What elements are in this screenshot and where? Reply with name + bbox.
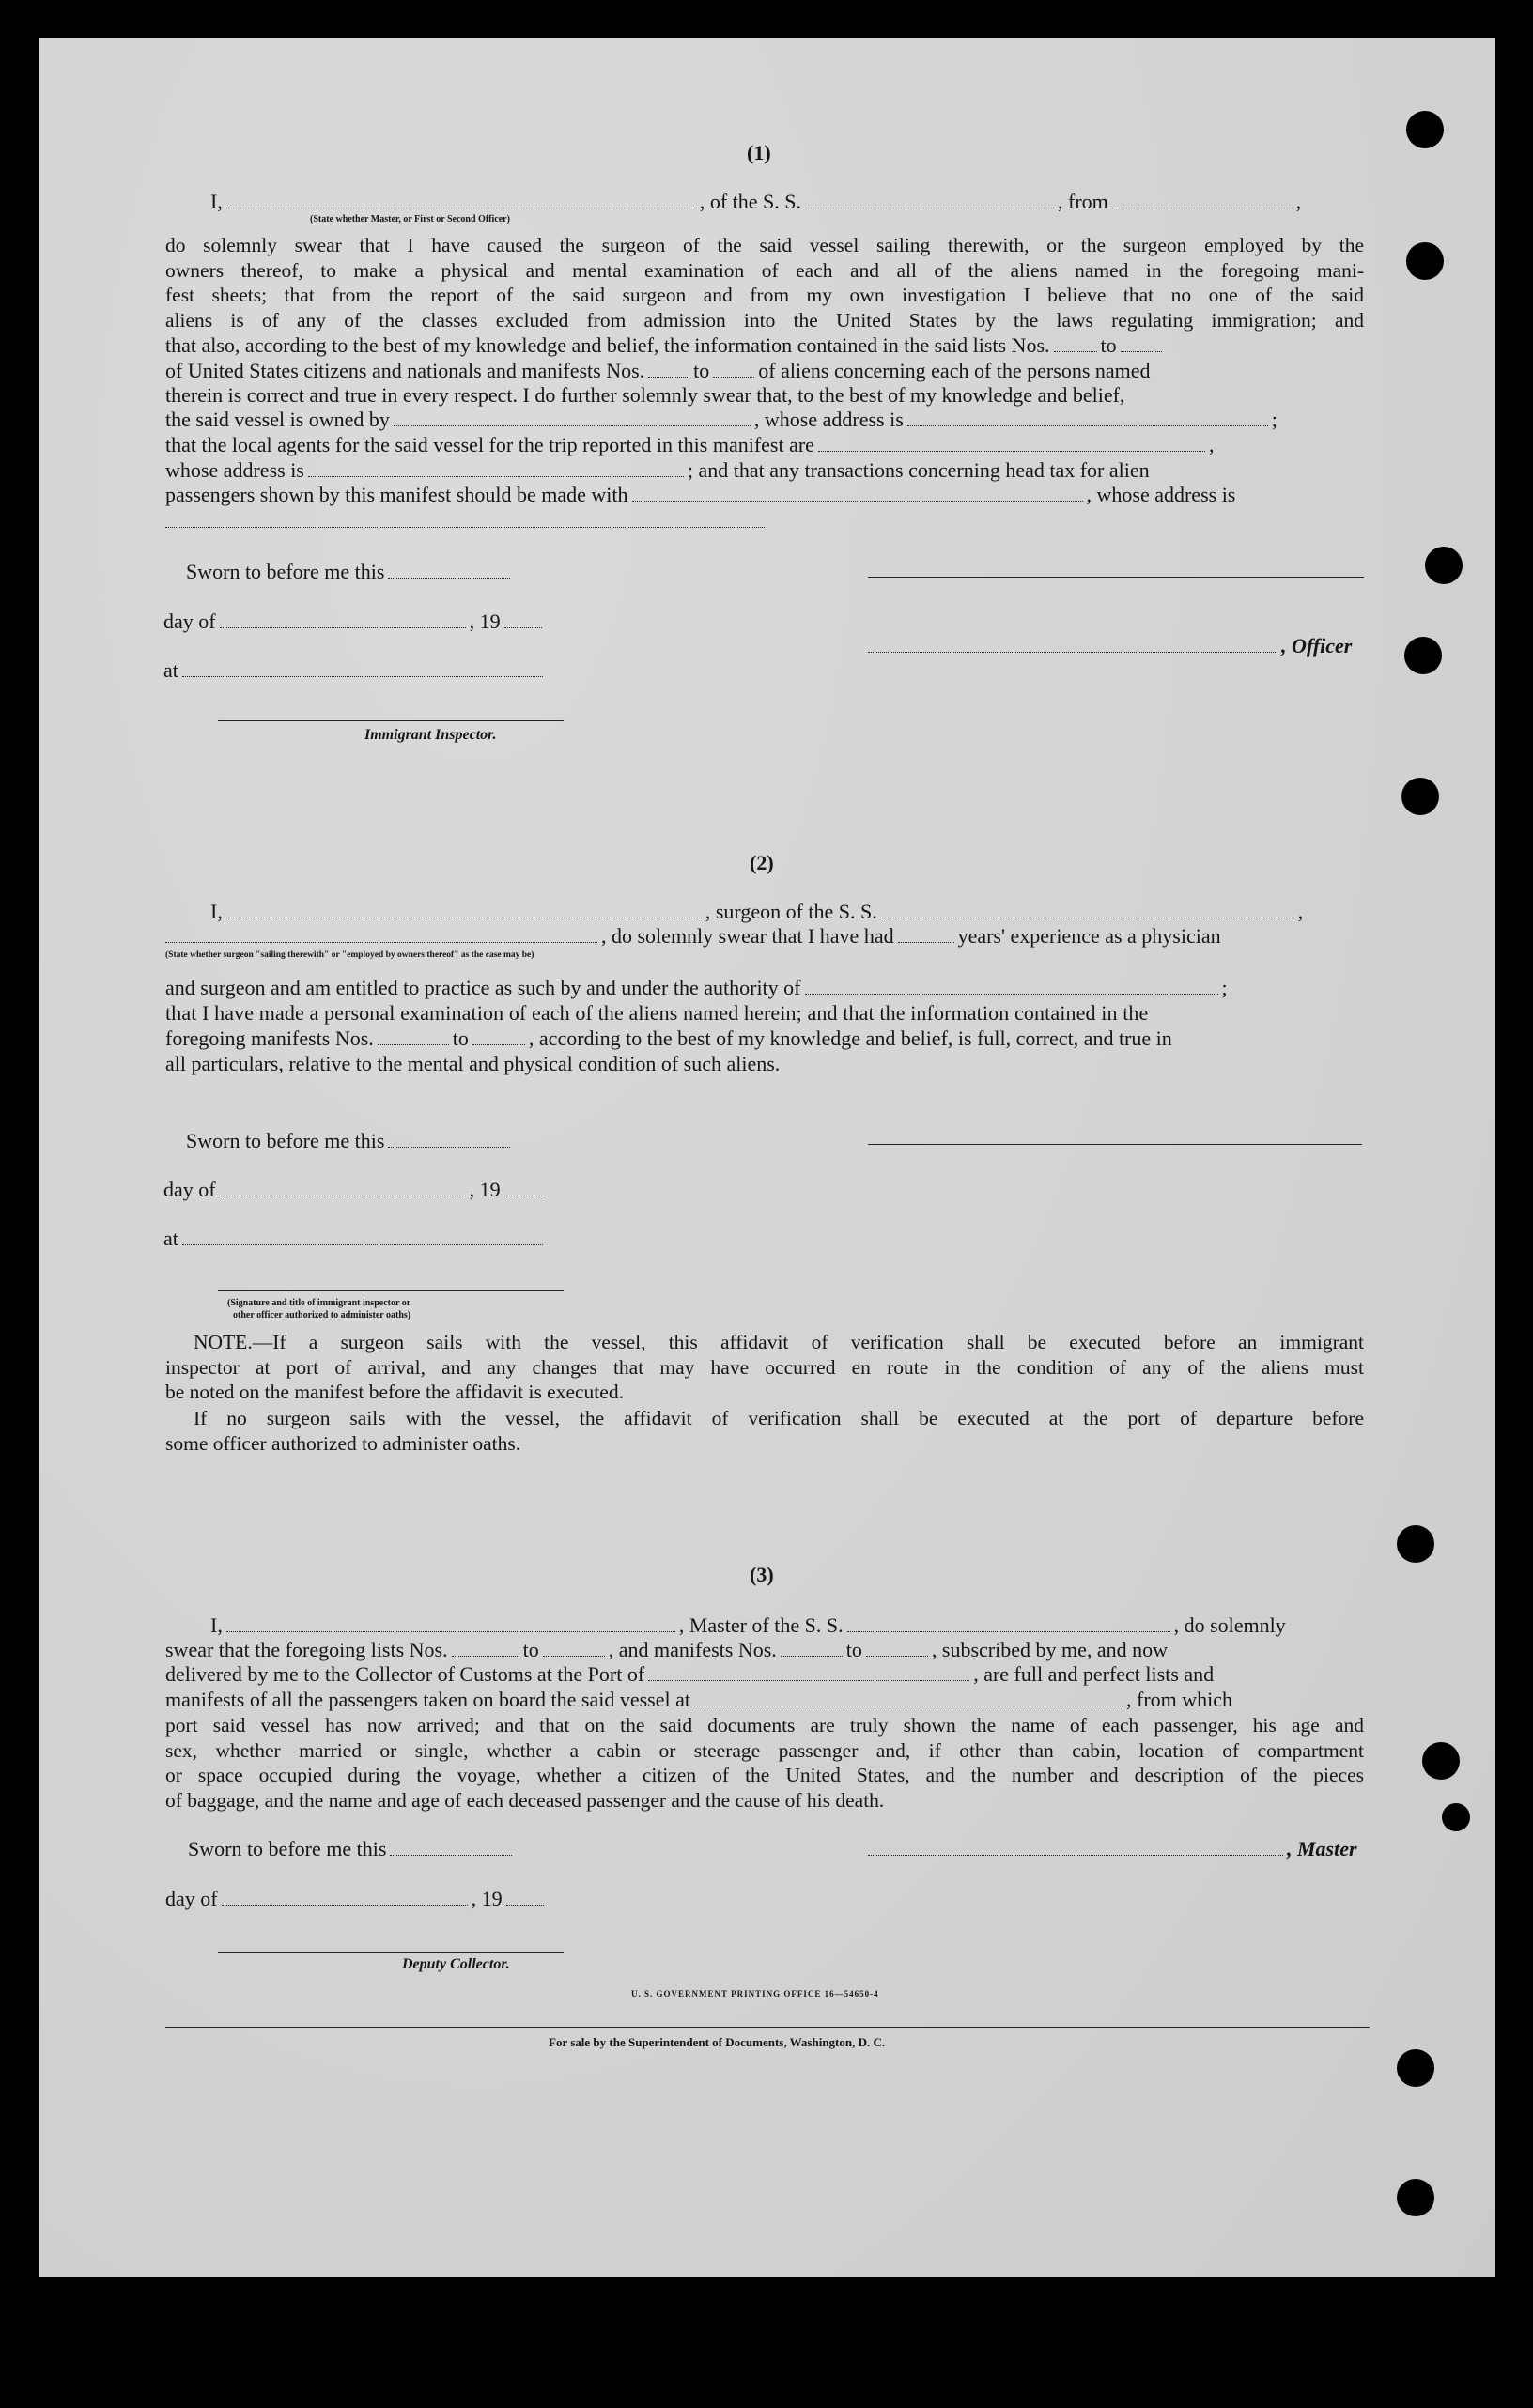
punch-hole — [1442, 1803, 1470, 1831]
lists-from-field[interactable] — [1054, 350, 1097, 352]
year-field[interactable] — [504, 626, 542, 628]
lists-to-field[interactable] — [1121, 350, 1162, 352]
note-2-paragraph: If no surgeon sails with the vessel, the affidavit of verification shall be executed at the port of departure before some officer authorized to administer oaths. — [165, 1407, 1364, 1455]
section-3-manifests-all: manifests of all the passengers taken on board the said vessel at , from which — [165, 1688, 1233, 1711]
section-2-particulars: all particulars, relative to the mental and physical condition of such aliens. — [165, 1052, 781, 1075]
punch-hole — [1397, 2179, 1434, 2216]
bleed-through-text — [225, 94, 236, 126]
deputy-collector-signature-line[interactable] — [218, 1952, 564, 1953]
note-paragraph: NOTE.—If a surgeon sails with the vessel, this affidavit of verification shall be executed before an immigrant inspector at port of arrival, and any changes that may have occurred en route in the condition of any of the aliens must be noted on the manifest before the affidavit is executed. — [165, 1331, 1364, 1404]
punch-hole — [1397, 2049, 1434, 2087]
from-port-field[interactable] — [1112, 207, 1293, 208]
ship-name-field[interactable] — [805, 207, 1054, 208]
surgeon-manifests-to-field[interactable] — [472, 1043, 525, 1045]
section-2-number: (2) — [750, 851, 774, 874]
master3-name-field[interactable] — [226, 1630, 675, 1632]
section-1-that-also: that also, according to the best of my knowledge and belief, the information contained in the said lists Nos. to — [165, 333, 1166, 358]
section-1-agents: that the local agents for the said vessel for the trip reported in this manifest are , — [165, 433, 1215, 456]
punch-hole — [1406, 111, 1444, 148]
section-1-at: at — [163, 658, 547, 683]
master3-lists-to-field[interactable] — [543, 1655, 605, 1657]
owner-field[interactable] — [394, 424, 751, 426]
surgeon-ship-field[interactable] — [881, 917, 1294, 918]
section-2-line1: I, , surgeon of the S. S. , — [210, 900, 1304, 923]
surgeon-day-of-field[interactable] — [220, 1195, 466, 1196]
officer-field[interactable] — [868, 651, 1278, 653]
manifests-from-field[interactable] — [648, 376, 689, 378]
head-tax-address-field[interactable] — [165, 526, 765, 528]
punch-hole — [1401, 778, 1439, 815]
for-sale-notice: For sale by the Superintendent of Documents, Washington, D. C. — [549, 2035, 886, 2049]
section-1-number: (1) — [747, 141, 771, 164]
agents-address-field[interactable] — [308, 475, 684, 477]
manifests-to-field[interactable] — [713, 376, 754, 378]
authority-field[interactable] — [805, 993, 1218, 995]
surgeon-at-field[interactable] — [182, 1243, 543, 1245]
master3-year-field[interactable] — [506, 1904, 544, 1906]
section-1-passengers: passengers shown by this manifest should be made with , whose address is — [165, 483, 1236, 506]
punch-hole — [1422, 1742, 1460, 1780]
surgeon-type-hint: (State whether surgeon "sailing therewith" or "employed by owners thereof" as the case may be) — [165, 950, 534, 960]
section-2-day-of: day of , 19 — [163, 1178, 546, 1202]
surgeon-manifests-from-field[interactable] — [378, 1043, 449, 1045]
section-1-officer: , Officer — [868, 634, 1352, 658]
section-1-therein: therein is correct and true in every respect. I do further solemnly swear that, to the best of my knowledge and belief, — [165, 383, 1125, 407]
officer-hint: (State whether Master, or First or Second Officer) — [310, 214, 510, 224]
master3-signature-field[interactable] — [868, 1854, 1283, 1856]
section-1-whose-address: whose address is ; and that any transactions concerning head tax for alien — [165, 458, 1150, 482]
footer-rule — [165, 2027, 1370, 2028]
head-tax-contact-field[interactable] — [632, 500, 1083, 502]
printing-office-imprint: U. S. GOVERNMENT PRINTING OFFICE 16—54650-4 — [631, 1989, 879, 1999]
section-1-day-of: day of , 19 — [163, 610, 546, 634]
signature-hint-2: other officer authorized to administer oaths) — [233, 1310, 411, 1320]
surgeon-signature-line[interactable] — [868, 1144, 1362, 1145]
section-1-line1: I, , of the S. S. , from , — [210, 190, 1302, 213]
signature-hint-1: (Signature and title of immigrant inspector or — [227, 1298, 411, 1308]
surgeon-year-field[interactable] — [504, 1195, 542, 1196]
section-2-at: at — [163, 1227, 547, 1251]
section-3-master: , Master — [868, 1837, 1357, 1861]
section-2-sworn: Sworn to before me this — [186, 1129, 514, 1153]
deputy-collector-caption: Deputy Collector. — [402, 1956, 510, 1972]
local-agents-field[interactable] — [818, 450, 1205, 452]
section-3-lists: swear that the foregoing lists Nos. to , and manifests Nos. to , subscribed by me, and now — [165, 1638, 1169, 1661]
punch-hole — [1425, 547, 1463, 584]
section-3-number: (3) — [750, 1563, 774, 1586]
port-field[interactable] — [648, 1679, 969, 1681]
section-3-paragraph: port said vessel has now arrived; and that on the said documents are truly shown the name of each passenger, his age and sex, whether married or single, whether a cabin or steerage passenger and, if other than cabin, location of compartment or space occupied during the voyage, whether a citizen of the United States, and the number and description of the pieces of baggage, and the name and age of each deceased passenger and the cause of his death. — [165, 1714, 1364, 1812]
section-2-manifests: foregoing manifests Nos. to , according to the best of my knowledge and belief, is full, correct, and true in — [165, 1026, 1172, 1050]
master-name-field[interactable] — [226, 207, 696, 208]
authorized-officer-signature-line[interactable] — [218, 1290, 564, 1291]
punch-hole — [1404, 637, 1442, 674]
master3-manifests-to-field[interactable] — [866, 1655, 928, 1657]
section-1-sworn: Sworn to before me this — [186, 560, 514, 584]
section-2-exam: that I have made a personal examination of each of the aliens named herein; and that the information contained in the — [165, 1001, 1149, 1025]
surgeon-sworn-date-field[interactable] — [388, 1146, 510, 1148]
punch-hole — [1397, 1525, 1434, 1563]
master3-ship-field[interactable] — [847, 1630, 1170, 1632]
immigrant-inspector-caption: Immigrant Inspector. — [364, 727, 497, 743]
owner-address-field[interactable] — [907, 424, 1268, 426]
at-field[interactable] — [182, 675, 543, 677]
master3-day-of-field[interactable] — [222, 1904, 468, 1906]
day-of-field[interactable] — [220, 626, 466, 628]
inspector-signature-line[interactable] — [218, 720, 564, 721]
section-1-paragraph: do solemnly swear that I have caused the surgeon of the said vessel sailing therewith, or the surgeon employed by the owners thereof, to make a physical and mental examination of each and all of the aliens named in the foregoing mani- fest sheets; that from the report of the said surgeon and from my own investigation I believe that no one of the said aliens is of any of the classes excluded from admission into the United States by the laws regulating immigration; and — [165, 234, 1364, 332]
section-3-sworn: Sworn to before me this — [188, 1837, 516, 1861]
section-1-citizens: of United States citizens and nationals and manifests Nos. to of aliens concerning each of the persons named — [165, 359, 1151, 382]
master3-lists-from-field[interactable] — [452, 1655, 519, 1657]
section-2-line2: , do solemnly swear that I have had years' experience as a physician — [165, 924, 1221, 949]
officer-signature-line[interactable] — [868, 577, 1364, 578]
sworn-date-field[interactable] — [388, 577, 510, 579]
section-3-line1: I, , Master of the S. S. , do solemnly — [210, 1613, 1286, 1637]
section-3-delivered: delivered by me to the Collector of Customs at the Port of , are full and perfect lists and — [165, 1662, 1215, 1686]
section-1-owned-by: the said vessel is owned by , whose address is ; — [165, 408, 1278, 431]
surgeon-type-field[interactable] — [165, 941, 597, 943]
section-3-day-of: day of , 19 — [165, 1887, 548, 1911]
master3-manifests-from-field[interactable] — [781, 1655, 843, 1657]
boarding-port-field[interactable] — [694, 1705, 1123, 1706]
surgeon-name-field[interactable] — [226, 917, 702, 918]
years-field[interactable] — [898, 941, 954, 943]
master3-sworn-date-field[interactable] — [390, 1854, 512, 1856]
section-2-authority: and surgeon and am entitled to practice as such by and under the authority of ; — [165, 976, 1228, 999]
punch-hole — [1406, 242, 1444, 280]
